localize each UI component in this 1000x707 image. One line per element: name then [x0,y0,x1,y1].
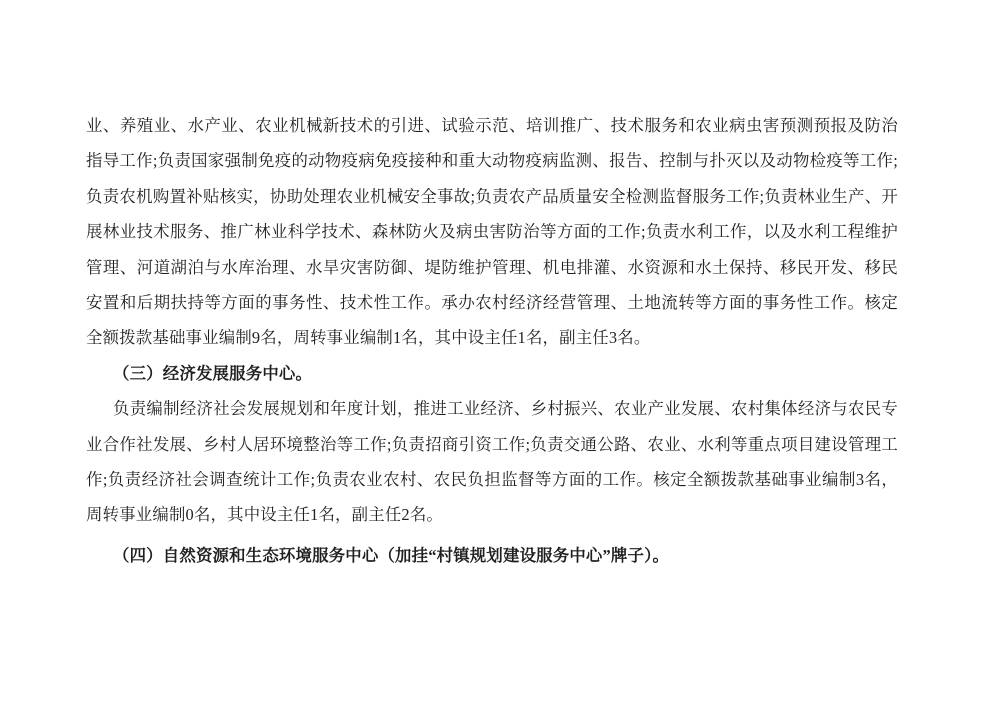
document-text-block [86,108,898,573]
heading-section-3-economic-development-center: （三）经济发展服务中心。 [113,363,313,383]
heading-section-4-natural-resources-ecology-center: （四）自然资源和生态环境服务中心（加挂“村镇规划建设服务中心”牌子）。 [113,545,670,565]
paragraph-agriculture-services-continuation: 业、养殖业、水产业、农业机械新技术的引进、试验示范、培训推广、技术服务和农业病虫害预测预报及防治指导工作;负责国家强制免疫的动物疫病免疫接种和重大动物疫病监测、报告、控制与扑灭以及动物检疫等工作;负责农机购置补贴核实，协助处理农业机械安全事故;负责农产品质量安全检测监督服务工作;负责林业生产、开展林业技术服务、推广林业科学技术、森林防火及病虫害防治等方面的工作;负责水利工作，以及水利工程维护管理、河道湖泊与水库治理、水旱灾害防御、堤防维护管理、机电排灌、水资源和水土保持、移民开发、移民安置和后期扶持等方面的事务性、技术性工作。承办农村经济经营管理、土地流转等方面的事务性工作。核定全额拨款基础事业编制9名，周转事业编制1名，其中设主任1名，副主任3名。 [86,116,898,348]
paragraph-economic-development-center-duties: 负责编制经济社会发展规划和年度计划，推进工业经济、乡村振兴、农业产业发展、农村集体经济与农民专业合作社发展、乡村人居环境整治等工作;负责招商引资工作;负责交通公路、农业、水利等重点项目建设管理工作;负责经济社会调查统计工作;负责农业农村、农民负担监督等方面的工作。核定全额拨款基础事业编制3名，周转事业编制0名，其中设主任1名，副主任2名。 [86,399,898,525]
